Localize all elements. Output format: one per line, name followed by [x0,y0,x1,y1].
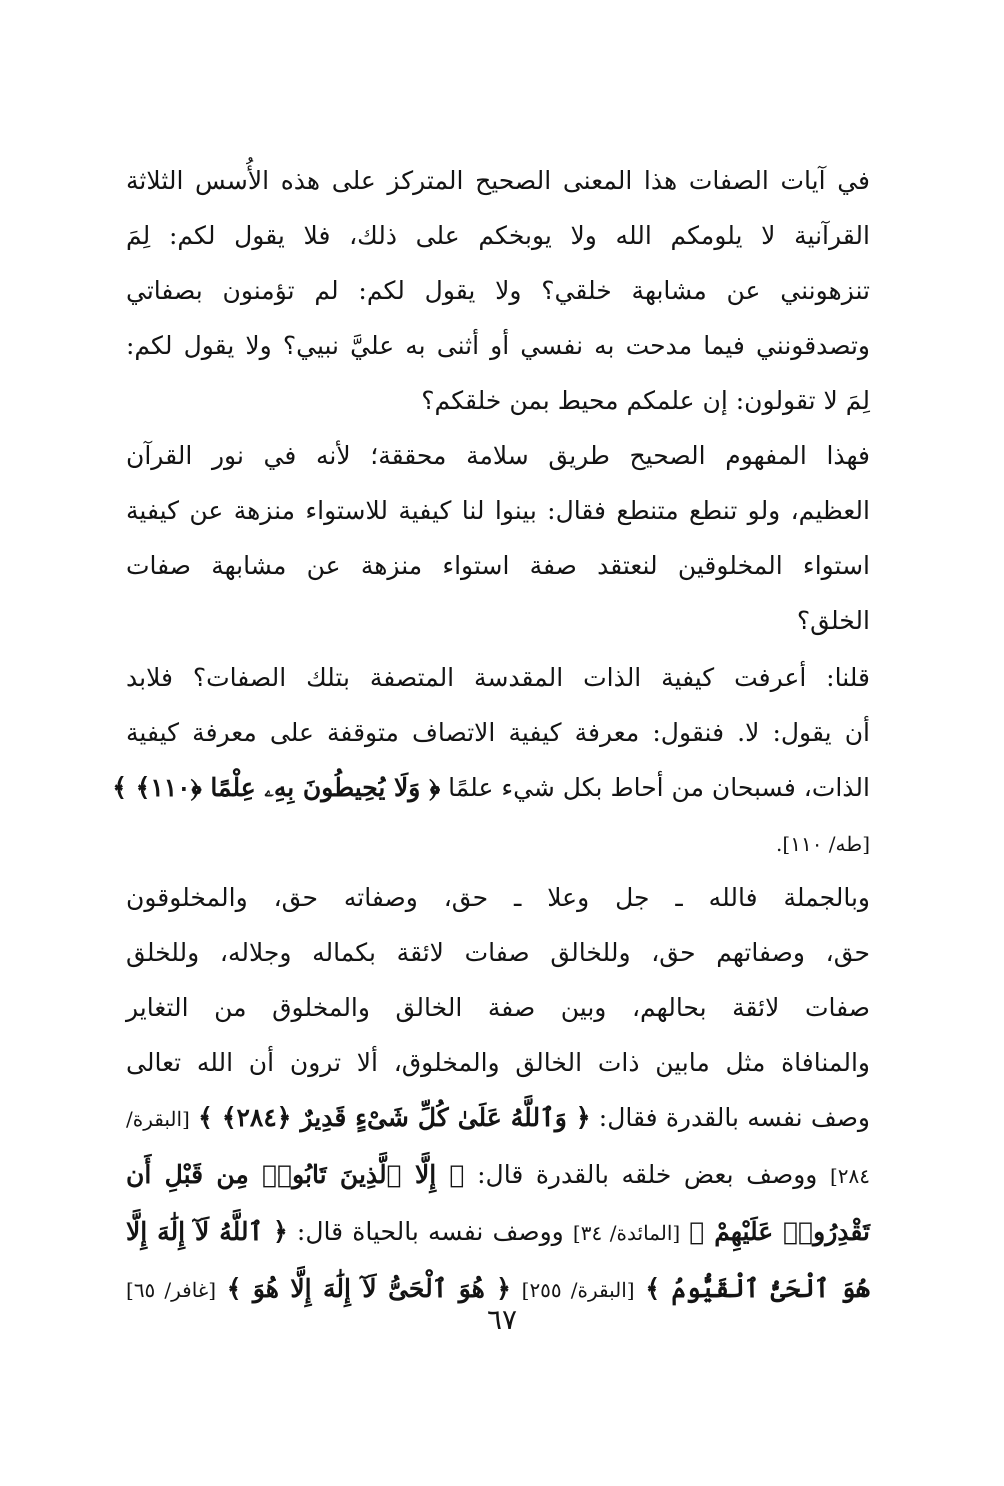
citation-baqarah-284-part-1: [البقرة/ [126,1107,190,1131]
paragraph-4-line-2: حق، وصفاتهم حق، وللخالق صفات لائقة بكماله وجلاله، وللخلق [126,938,870,967]
paragraph-4-line-5-text: وصف نفسه بالقدرة فقال: [598,1103,870,1132]
paragraph-4-line-4: والمنافاة مثل مابين ذات الخالق والمخلوق، ألا ترون أن الله تعالى [126,1048,870,1077]
paragraph-1 [126,153,870,428]
quran-verse-baqarah-255-part-2: هُوَ ٱلْحَىُّ ٱلْقَيُّومُ ﴾ [645,1274,871,1303]
paragraph-1-line-3: تنزهونني عن مشابهة خلقي؟ ولا يقول لكم: لم تؤمنون بصفاتي [126,276,870,305]
paragraph-4-line-1: وبالجملة فالله ـ جل وعلا ـ حق، وصفاته حق، والمخلوقون [126,883,870,912]
paragraph-2-line-2: العظيم، ولو تنطع متنطع فقال: بينوا لنا كيفية للاستواء منزهة عن كيفية [126,496,870,525]
paragraph-2 [126,428,870,648]
paragraph-3-line-2: أن يقول: لا. فنقول: معرفة كيفية الاتصاف متوقفة على معرفة كيفية [126,718,870,747]
paragraph-1-line-5: لِمَ لا تقولون: إن علمكم محيط بمن خلقكم؟ [421,386,870,415]
paragraph-4-line-7-text: ووصف نفسه بالحياة قال: [296,1217,564,1246]
citation-maidah-34: [المائدة/ ٣٤] [572,1221,681,1245]
quran-verse-baqarah-284: ﴿ وَٱللَّهُ عَلَىٰ كُلِّ شَىْءٍ قَدِيرٌ ﴿٢٨٤﴾ ﴾ [198,1103,591,1132]
paragraph-3 [112,650,870,872]
paragraph-4-line-6 [126,1147,870,1204]
paragraph-3-line-4 [126,815,870,872]
paragraph-4-line-3: صفات لائقة بحالهم، وبين صفة الخالق والمخلوق من التغاير [126,993,870,1022]
quran-verse-maidah-34-part-2: تَقْدِرُوا۟ عَلَيْهِمْ ﴾ [689,1217,870,1246]
citation-taha-110: [طه/ ١١٠]. [776,832,870,856]
citation-baqarah-284-part-2: ٢٨٤] [829,1164,870,1188]
paragraph-3-line-3 [112,760,870,815]
paragraph-2-line-4: الخلق؟ [796,606,870,635]
paragraph-4 [126,870,870,1318]
quran-verse-maidah-34-part-1: ﴿ إِلَّا ٱلَّذِينَ تَابُوا۟ مِن قَبْلِ أَن [126,1160,465,1189]
paragraph-4-line-6-text: ووصف بعض خلقه بالقدرة قال: [477,1160,818,1189]
page-number: ٦٧ [486,1303,518,1336]
paragraph-1-line-4: وتصدقونني فيما مدحت به نفسي أو أثنى به عليَّ نبيي؟ ولا يقول لكم: [126,331,870,360]
paragraph-3-line-1: قلنا: أعرفت كيفية الذات المقدسة المتصفة بتلك الصفات؟ فلابد [126,663,870,692]
paragraph-2-line-1: فهذا المفهوم الصحيح طريق سلامة محققة؛ لأنه في نور القرآن [126,441,870,470]
quran-verse-taha-110: ﴿ وَلَا يُحِيطُونَ بِهِۦ عِلْمًا ﴿١١٠﴾ ﴾ [112,773,441,802]
quran-verse-ghafir-65: ﴿ هُوَ ٱلْحَىُّ لَآ إِلَٰهَ إِلَّا هُوَ ﴾ [226,1274,511,1303]
paragraph-4-line-7 [126,1204,870,1261]
paragraph-4-line-5 [126,1090,870,1147]
paragraph-3-line-3-text: الذات، فسبحان من أحاط بكل شيء علمًا [448,773,870,802]
quran-verse-baqarah-255-part-1: ﴿ ٱللَّهُ لَآ إِلَٰهَ إِلَّا [126,1217,288,1246]
paragraph-1-line-2: القرآنية لا يلومكم الله ولا يوبخكم على ذلك، فلا يقول لكم: لِمَ [126,221,870,250]
citation-ghafir-65: [غافر/ ٦٥] [126,1278,217,1302]
paragraph-2-line-3: استواء المخلوقين لنعتقد صفة استواء منزهة عن مشابهة صفات [126,551,870,580]
paragraph-1-line-1: في آيات الصفات هذا المعنى الصحيح المتركز على هذه الأُسس الثلاثة [126,166,870,195]
citation-baqarah-255: [البقرة/ ٢٥٥] [521,1278,635,1302]
